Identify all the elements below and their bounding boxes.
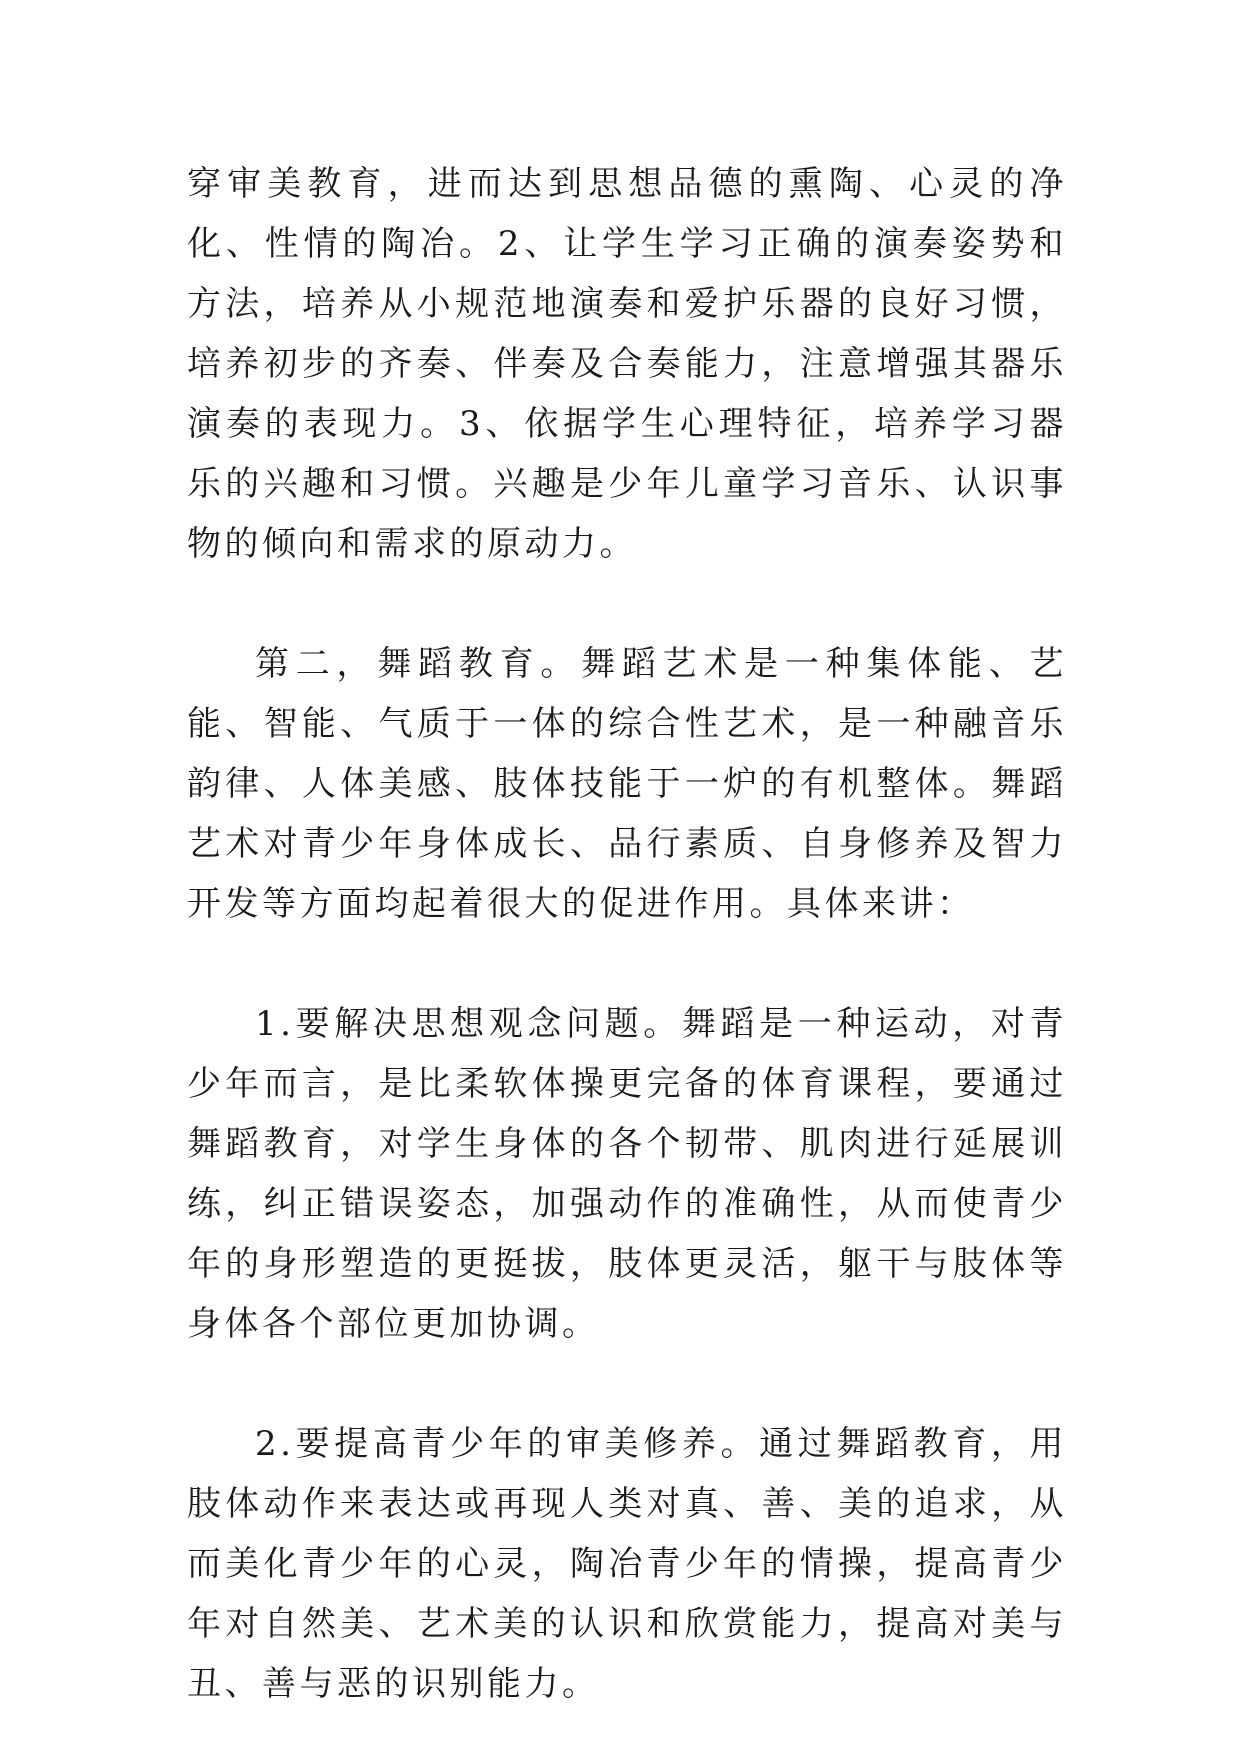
body-text bbox=[187, 154, 1067, 1714]
paragraph-point-2: 2.要提高青少年的审美修养。通过舞蹈教育，用肢体动作来表达或再现人类对真、善、美的追求，从而美化青少年的心灵，陶冶青少年的情操，提高青少年对自然美、艺术美的认识和欣赏能力，提高对美与丑、善与恶的识别能力。 bbox=[187, 1424, 1067, 1704]
paragraph-dance-education: 第二，舞蹈教育。舞蹈艺术是一种集体能、艺能、智能、气质于一体的综合性艺术，是一种融音乐韵律、人体美感、肢体技能于一炉的有机整体。舞蹈艺术对青少年身体成长、品行素质、自身修养及智力开发等方面均起着很大的促进作用。具体来讲： bbox=[187, 644, 1067, 924]
paragraph-instrumental-goals: 穿审美教育，进而达到思想品德的熏陶、心灵的净化、性情的陶冶。2、让学生学习正确的演奏姿势和方法，培养从小规范地演奏和爱护乐器的良好习惯，培养初步的齐奏、伴奏及合奏能力，注意增强其器乐演奏的表现力。3、依据学生心理特征，培养学习器乐的兴趣和习惯。兴趣是少年儿童学习音乐、认识事物的倾向和需求的原动力。 bbox=[187, 164, 1067, 564]
paragraph-point-1: 1.要解决思想观念问题。舞蹈是一种运动，对青少年而言，是比柔软体操更完备的体育课程，要通过舞蹈教育，对学生身体的各个韧带、肌肉进行延展训练，纠正错误姿态，加强动作的准确性，从而使青少年的身形塑造的更挺拔，肢体更灵活，躯干与肢体等身体各个部位更加协调。 bbox=[187, 1004, 1067, 1344]
